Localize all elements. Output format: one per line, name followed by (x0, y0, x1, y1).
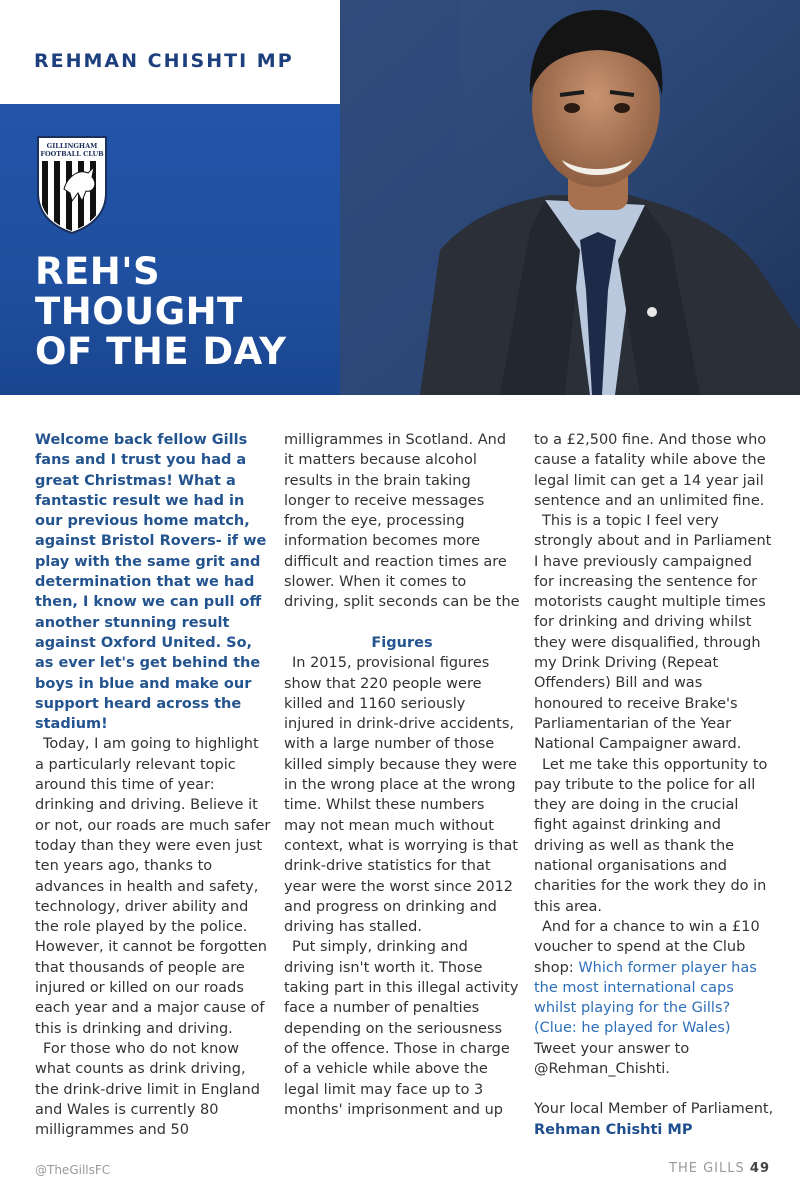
competition-tail: Tweet your answer to @Rehman_Chishti. (534, 1040, 690, 1078)
footer-handle: @TheGillsFC (35, 1163, 111, 1177)
article-column-1 (35, 430, 271, 1141)
section-subheading: Figures (371, 635, 433, 651)
body-paragraph: This is a topic I feel very strongly about and in Parliament I have previously campaigned for increasing the sentence for motorists caught multiple times for drinking and driving whilst they were disqualified, through my Drink Driving (Repeat Offenders) Bill and was honoured to receive Brake's Parliamentarian of the Year National Campaigner award. (534, 513, 772, 753)
signoff-line: Your local Member of Parliament, (534, 1101, 774, 1118)
portrait-photo (340, 0, 800, 395)
body-paragraph: Today, I am going to highlight a particularly relevant topic around this time of year: drinking and driving. Believe it or not, our roads are much safer today than they were even just ten years ago, thanks to advances in health and safety, technology, driver ability and the role played by the police. However, it cannot be forgotten that thousands of people are injured or killed on our roads each year and a major cause of this is drinking and driving. (35, 736, 271, 1037)
body-paragraph-continued: milligrammes in Scotland. And it matters because alcohol results in the brain taking longer to receive messages from the eye, processing information becomes more difficult and reaction times are slower. When it comes to driving, split seconds can be the (284, 431, 520, 611)
headline-panel (0, 104, 340, 395)
article-column-3 (534, 430, 774, 1140)
body-paragraph-continued: to a £2,500 fine. And those who cause a fatality while above the legal limit can get a 14 year jail sentence and an unlimited fine. (534, 431, 767, 509)
body-paragraph: In 2015, provisional figures show that 220 people were killed and 1160 seriously injured in drink-drive accidents, with a large number of those killed simply because they were in the wrong place at the wrong time. Whilst these numbers may not mean much without context, what is worrying is that drink-drive statistics for that year were the worst since 2012 and progress on drinking and driving has stalled. (284, 655, 518, 936)
signature: Rehman Chishti MP (534, 1121, 693, 1138)
headline-line-2: THOUGHT (35, 290, 243, 333)
svg-text:FOOTBALL CLUB: FOOTBALL CLUB (40, 150, 104, 158)
body-paragraph: Put simply, drinking and driving isn't worth it. Those taking part in this illegal activity face a number of penalties depending on the seriousness of the offence. Those in charge of a vehicle while above the legal limit may face up to 3 months' imprisonment and up (284, 939, 519, 1118)
footer-page-label (669, 1161, 770, 1176)
intro-paragraph: Welcome back fellow Gills fans and I trust you had a great Christmas! What a fantastic result we had in our previous home match, against Bristol Rovers- if we play with the same grit and determination that we had then, I know we can pull off another stunning result against Oxford United. So, as ever let's get behind the boys in blue and make our support heard across the stadium! (35, 432, 267, 733)
competition-lead: And for a chance to win a £10 voucher to spend at the Club shop: (534, 918, 760, 976)
author-name: REHMAN CHISHTI MP (34, 50, 294, 72)
svg-text:GILLINGHAM: GILLINGHAM (46, 142, 98, 150)
competition-question: Which former player has the most international caps whilst playing for the Gills? (Clue: he played for Wales) (534, 959, 757, 1037)
page-headline (35, 252, 335, 372)
magazine-name: THE GILLS (669, 1161, 745, 1176)
headline-line-1: REH'S (35, 250, 161, 293)
club-crest-logo (34, 135, 110, 235)
page-number: 49 (749, 1161, 770, 1176)
headline-line-3: OF THE DAY (35, 330, 287, 373)
title-bar (0, 0, 340, 104)
competition-paragraph (534, 917, 774, 1079)
article-column-2 (284, 430, 520, 1120)
body-paragraph: For those who do not know what counts as drink driving, the drink-drive limit in England and Wales is currently 80 milligrammes and 50 (35, 1040, 260, 1139)
body-paragraph: Let me take this opportunity to pay tribute to the police for all they are doing in the crucial fight against drinking and driving as well as thank the national organisations and charities for the work they do in this area. (534, 756, 768, 915)
